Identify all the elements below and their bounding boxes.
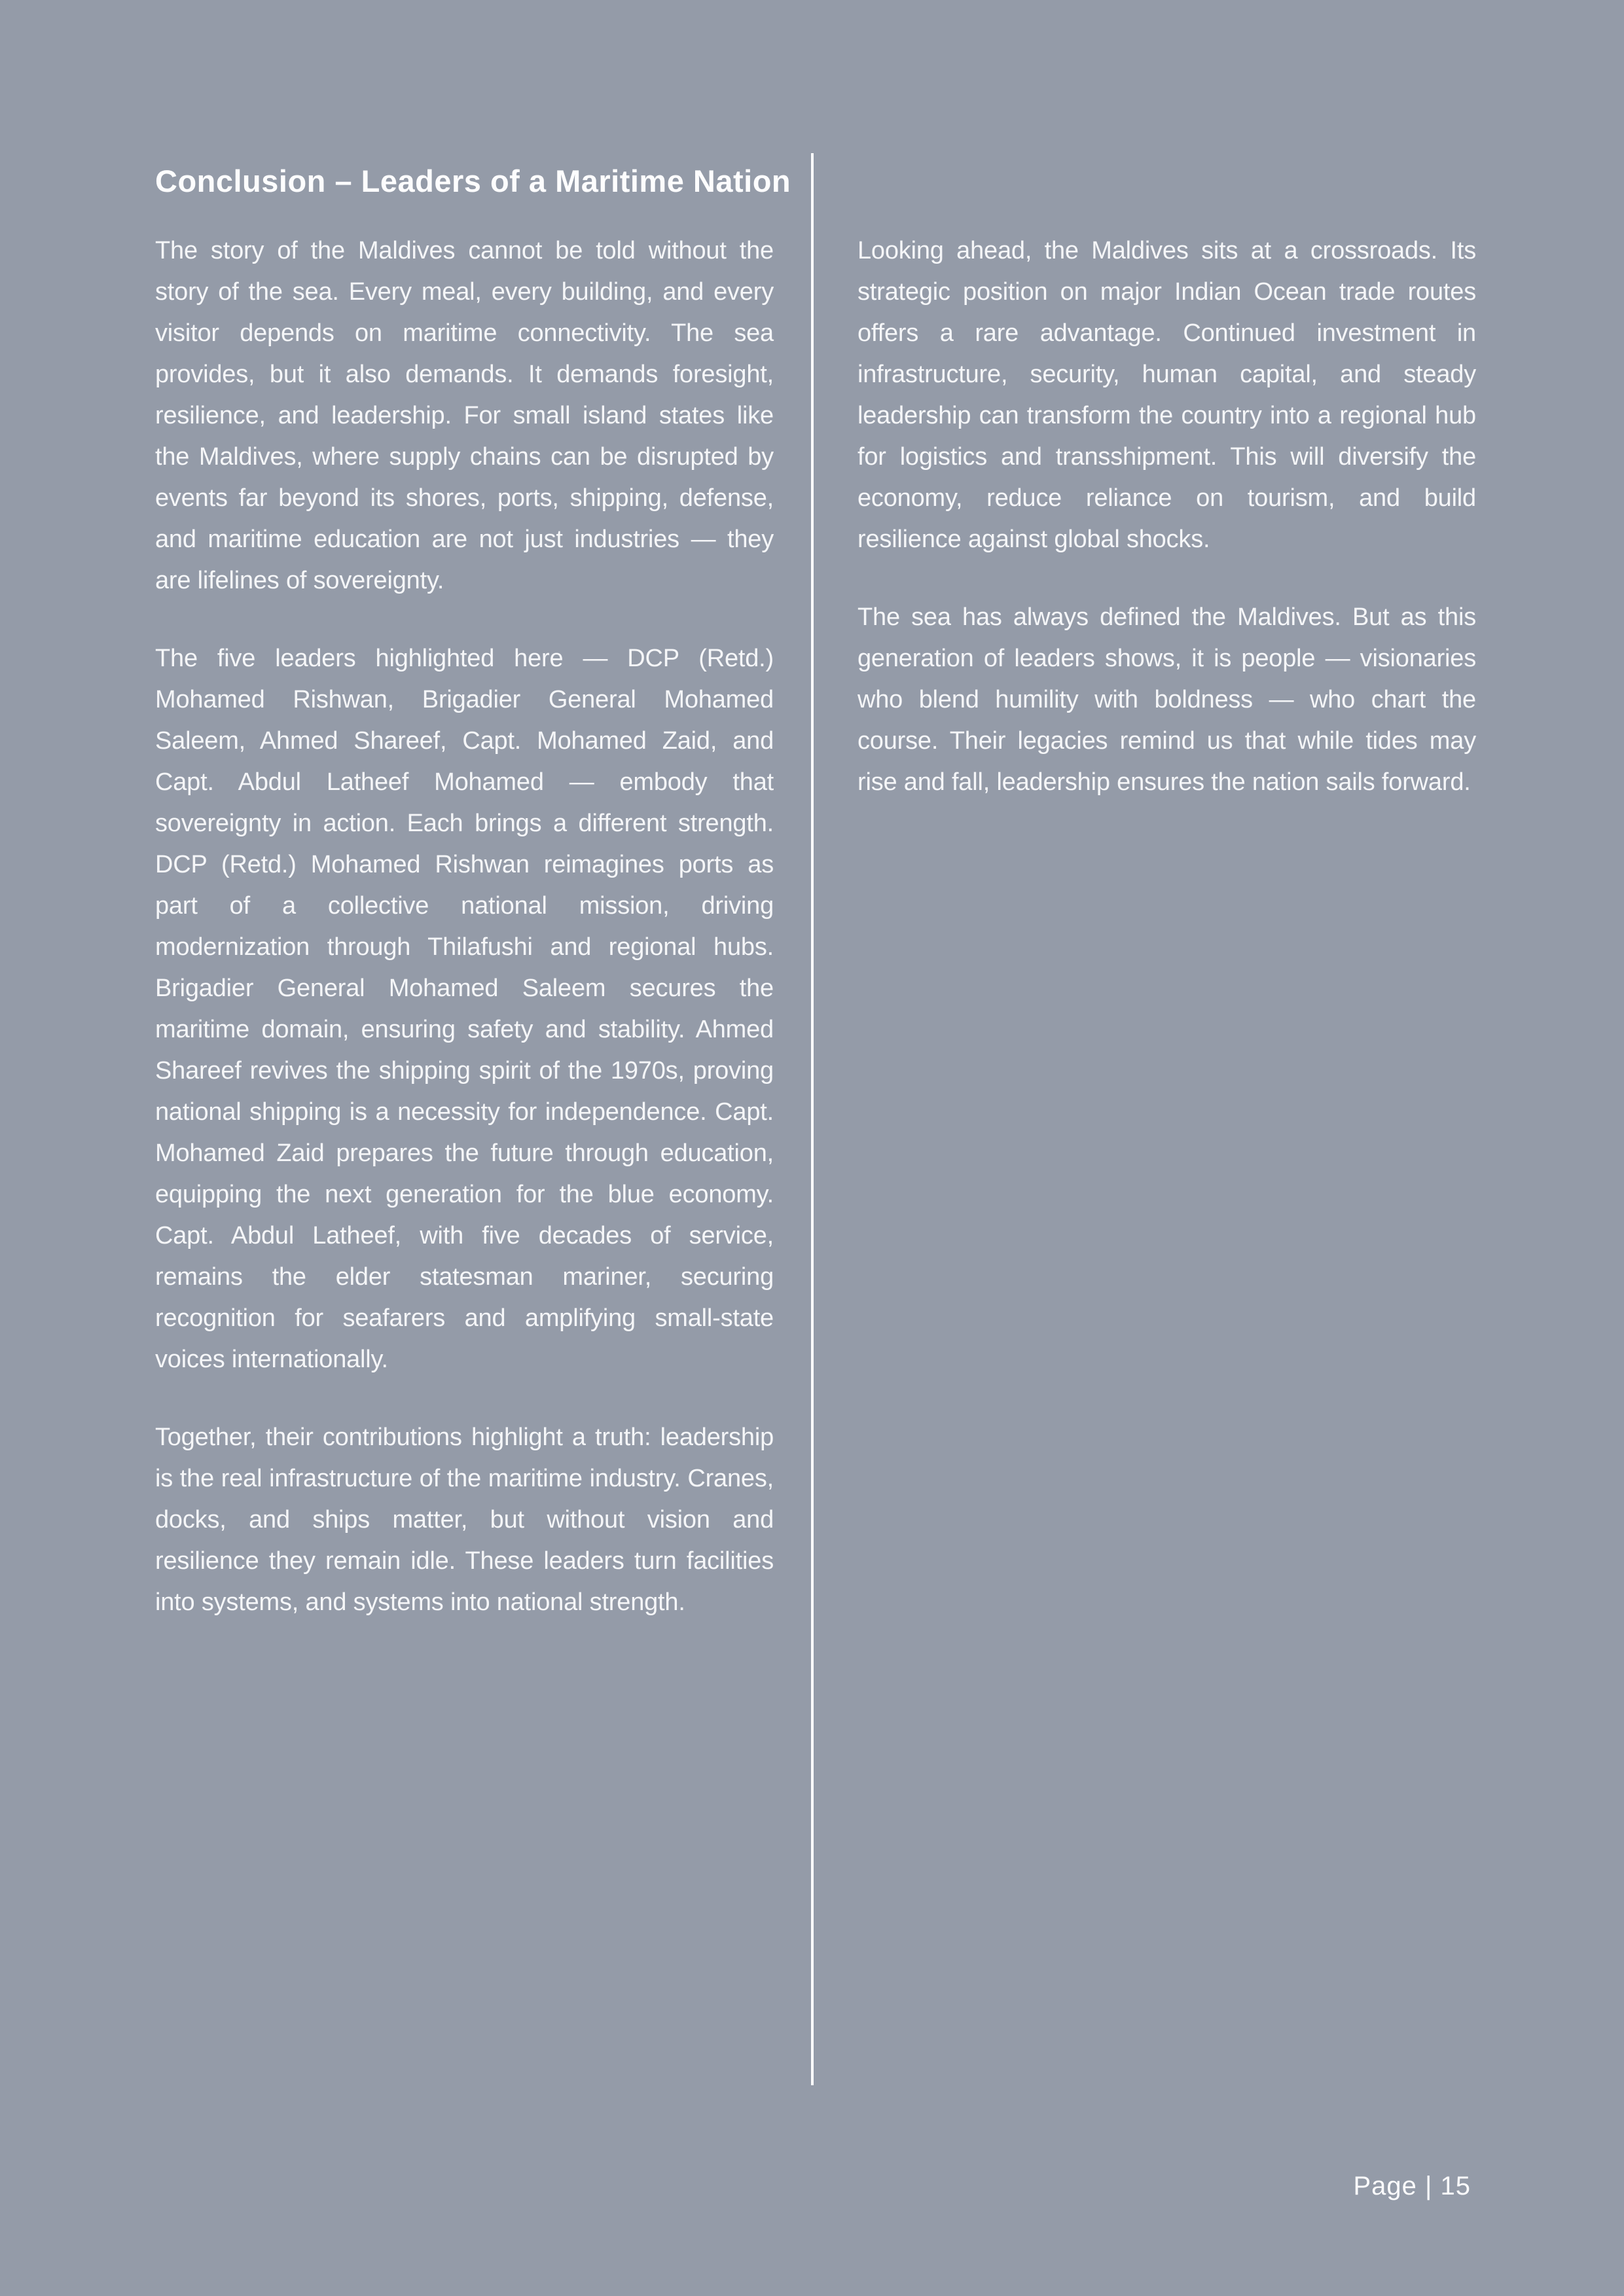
column-divider xyxy=(811,153,814,2085)
left-paragraph-2: The five leaders highlighted here — DCP (Retd.) Mohamed Rishwan, Brigadier General Mohamed Saleem, Ahmed Shareef, Capt. Mohamed Zaid, and Capt. Abdul Latheef Mohamed — embody that sovereignty in action. Each brings a different strength. DCP (Retd.) Mohamed Rishwan reimagines ports as part of a collective national mission, driving modernization through Thilafushi and regional hubs. Brigadier General Mohamed Saleem secures the maritime domain, ensuring safety and stability. Ahmed Shareef revives the shipping spirit of the 1970s, proving national shipping is a necessity for independence. Capt. Mohamed Zaid prepares the future through education, equipping the next generation for the blue economy. Capt. Abdul Latheef, with five decades of service, remains the elder statesman mariner, securing recognition for seafarers and amplifying small-state voices internationally. xyxy=(155,645,774,1373)
left-paragraph-3: Together, their contributions highlight a truth: leadership is the real infrastructure of the maritime industry. Cranes, docks, and ships matter, but without vision and resilience they remain idle. These leaders turn facilities into systems, and systems into national strength. xyxy=(155,1424,774,1616)
page-number: Page | 15 xyxy=(1353,2172,1471,2200)
right-column xyxy=(857,230,1476,840)
right-paragraph-1: Looking ahead, the Maldives sits at a crossroads. Its strategic position on major Indian Ocean trade routes offers a rare advantage. Continued investment in infrastructure, security, human capital, and steady leadership can transform the country into a regional hub for logistics and transshipment. This will diversify the economy, reduce reliance on tourism, and build resilience against global shocks. xyxy=(857,237,1476,553)
left-paragraph-1: The story of the Maldives cannot be told without the story of the sea. Every meal, every building, and every visitor depends on maritime connectivity. The sea provides, but it also demands. It demands foresight, resilience, and leadership. For small island states like the Maldives, where supply chains can be disrupted by events far beyond its shores, ports, shipping, defense, and maritime education are not just industries — they are lifelines of sovereignty. xyxy=(155,237,774,594)
page-title: Conclusion – Leaders of a Maritime Nation xyxy=(155,164,791,199)
left-column xyxy=(155,230,774,1660)
right-paragraph-2: The sea has always defined the Maldives. But as this generation of leaders shows, it is people — visionaries who blend humility with boldness — who chart the course. Their legacies remind us that while tides may rise and fall, leadership ensures the nation sails forward. xyxy=(857,603,1476,796)
